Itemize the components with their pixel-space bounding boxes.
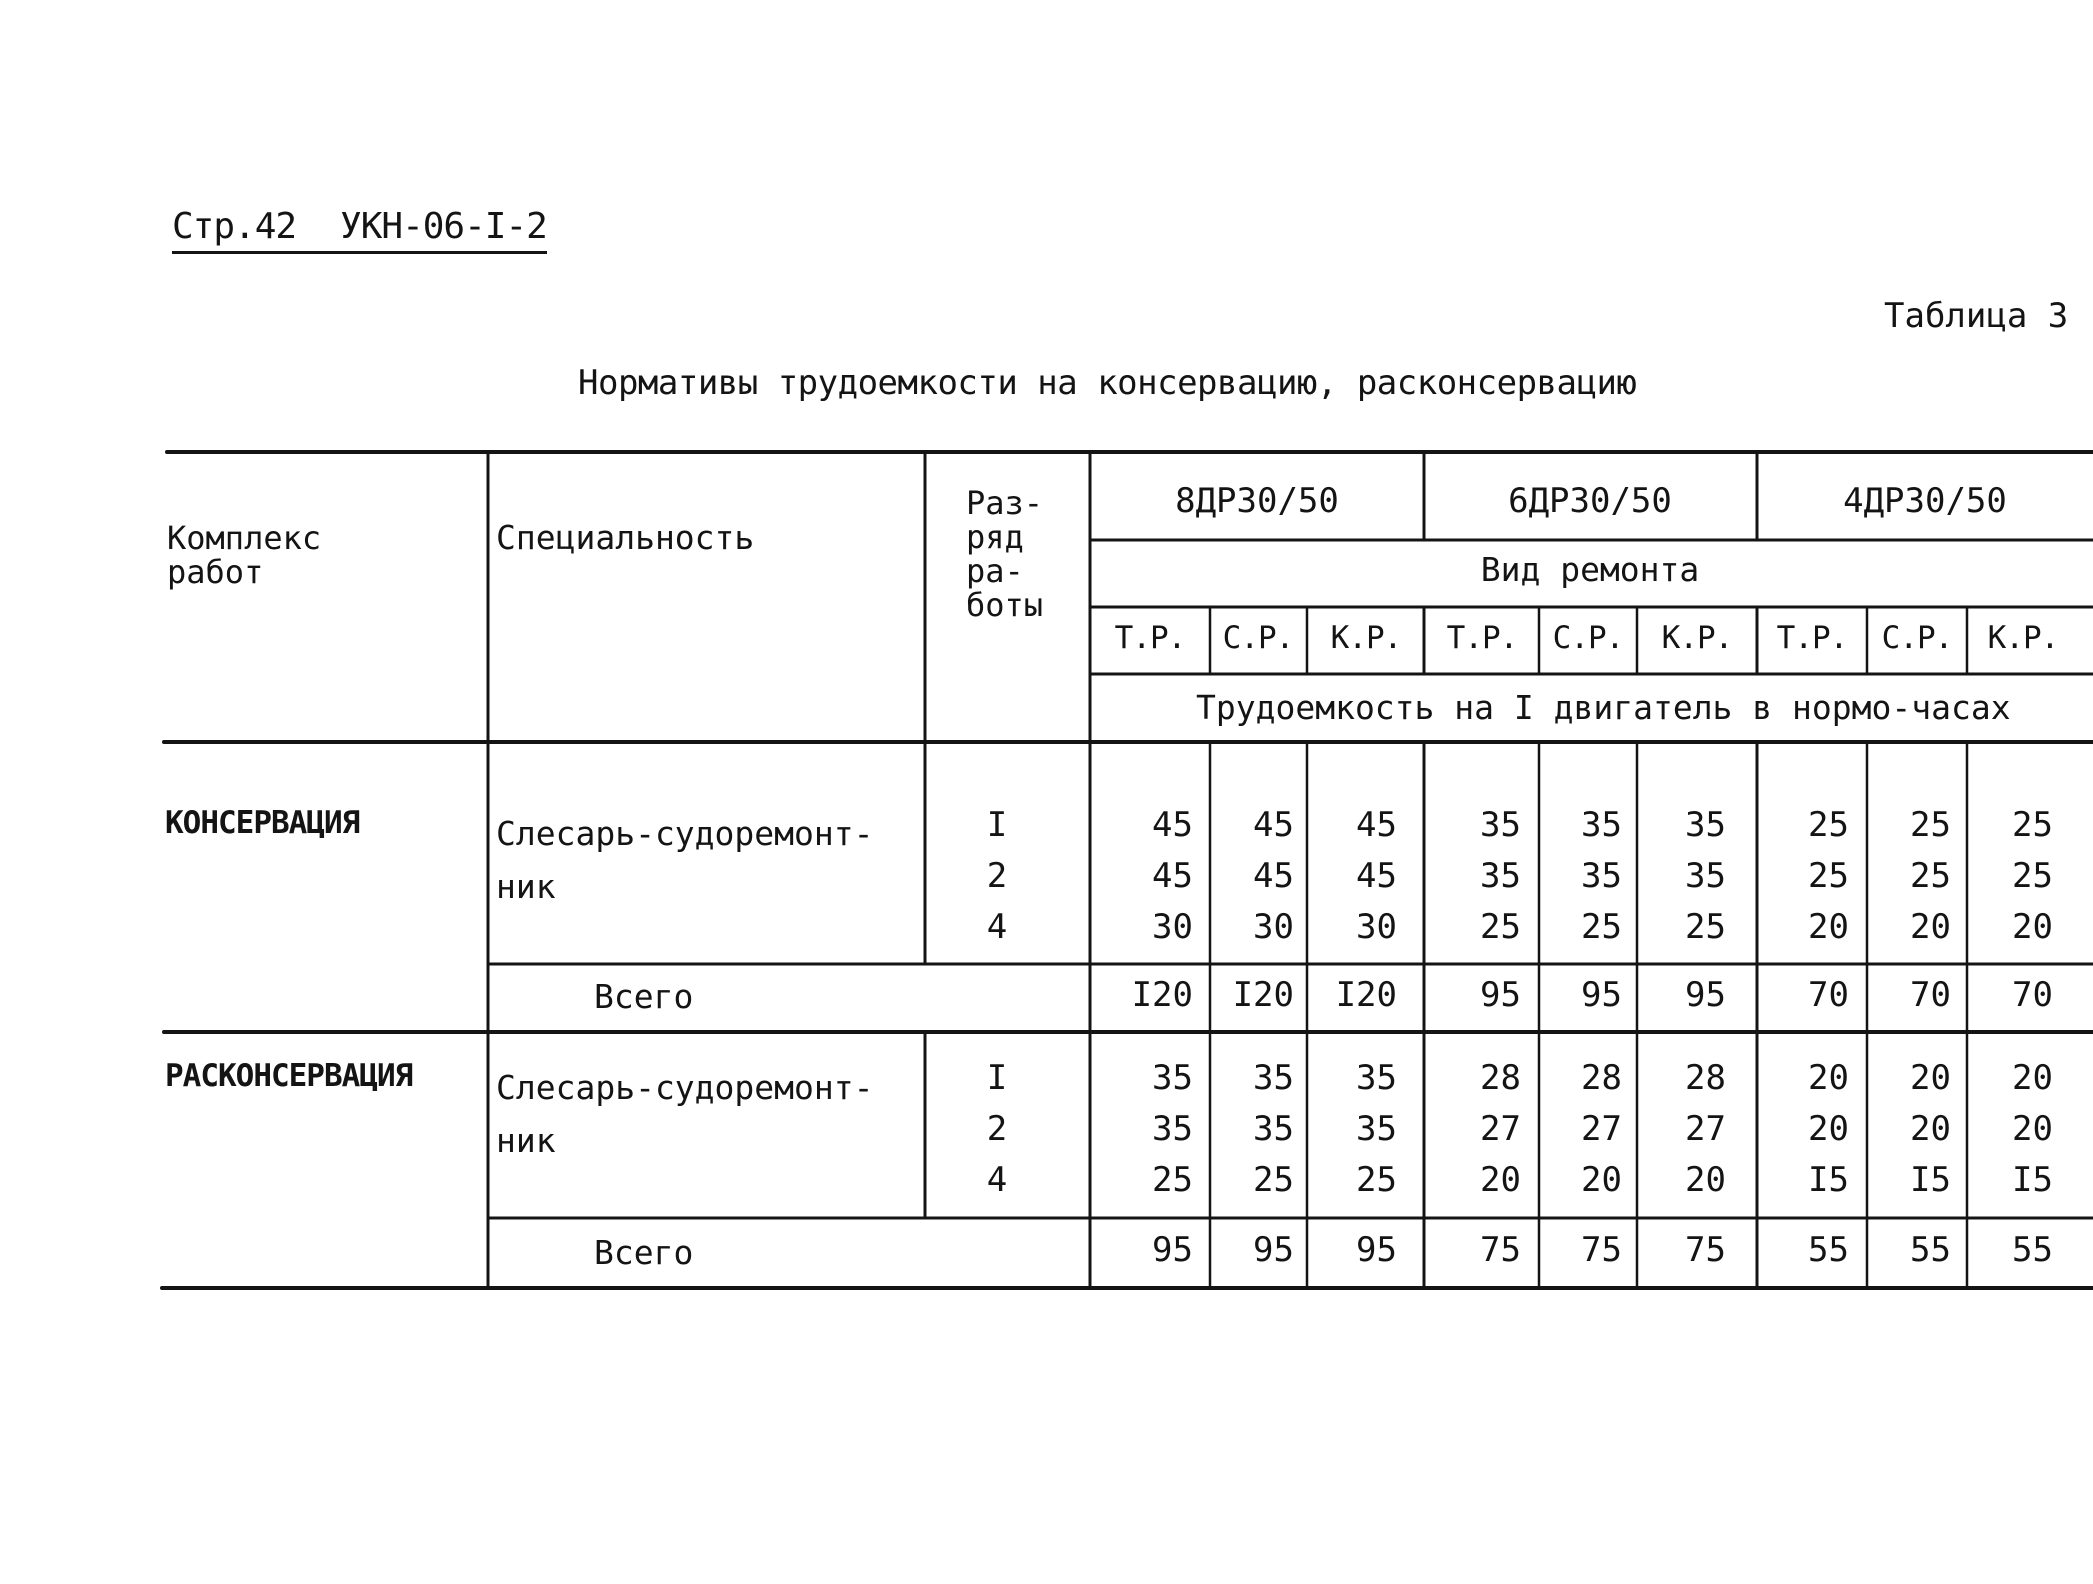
header-complex-line-1: Комплекс	[167, 519, 322, 557]
value-cell: 28	[1581, 1058, 1622, 1098]
section-specialty	[496, 1061, 874, 1167]
value-cell: 25	[1808, 856, 1849, 896]
value-cell: 20	[1808, 1109, 1849, 1149]
value-cell: 35	[1152, 1058, 1193, 1098]
value-cell: 25	[2012, 856, 2053, 896]
value-cell: 25	[1910, 805, 1951, 845]
value-cell: 30	[1253, 907, 1294, 947]
total-cell: 75	[1581, 1230, 1622, 1270]
specialty-line-1: Слесарь-судоремонт-	[496, 1068, 874, 1107]
total-cell: 55	[1910, 1230, 1951, 1270]
value-cell: I5	[1910, 1160, 1951, 1200]
value-cell: 35	[1253, 1058, 1294, 1098]
table-number: Таблица 3	[1884, 296, 2069, 336]
value-cell: 30	[1356, 907, 1397, 947]
value-cell: 35	[1480, 856, 1521, 896]
value-cell: 25	[1356, 1160, 1397, 1200]
value-cell: 35	[1581, 805, 1622, 845]
repair-code: Т.Р.	[1776, 620, 1848, 656]
value-cell: 25	[1581, 907, 1622, 947]
value-cell: 27	[1480, 1109, 1521, 1149]
total-cell: 95	[1152, 1230, 1193, 1270]
value-cell: I5	[1808, 1160, 1849, 1200]
value-cell: 20	[1808, 907, 1849, 947]
value-cell: 28	[1685, 1058, 1726, 1098]
header-complex	[167, 521, 321, 589]
value-cell: 35	[1152, 1109, 1193, 1149]
value-cell: 45	[1253, 805, 1294, 845]
value-cell: 25	[2012, 805, 2053, 845]
specialty-line-1: Слесарь-судоремонт-	[496, 814, 874, 853]
value-cell: 20	[1910, 907, 1951, 947]
grade-cell: I	[986, 805, 1008, 845]
value-cell: 45	[1152, 856, 1193, 896]
grade-cell: 2	[986, 1109, 1008, 1149]
value-cell: 45	[1356, 805, 1397, 845]
value-cell: 35	[1685, 856, 1726, 896]
value-cell: 20	[1480, 1160, 1521, 1200]
total-cell: I20	[1335, 975, 1397, 1015]
value-cell: 25	[1152, 1160, 1193, 1200]
repair-code: Т.Р.	[1446, 620, 1518, 656]
total-cell: 95	[1480, 975, 1521, 1015]
value-cell: 35	[1356, 1058, 1397, 1098]
value-cell: 25	[1253, 1160, 1294, 1200]
grade-cell: 2	[986, 856, 1008, 896]
repair-code: К.Р.	[1330, 620, 1402, 656]
document-title: Нормативы трудоемкости на консервацию, расконсервацию	[578, 363, 1637, 403]
value-cell: 20	[2012, 1109, 2053, 1149]
header-grade-line-1: Раз-	[966, 484, 1044, 522]
value-cell: 20	[2012, 907, 2053, 947]
total-cell: 70	[2012, 975, 2053, 1015]
value-cell: 20	[1910, 1058, 1951, 1098]
grade-cell: 4	[986, 1160, 1008, 1200]
value-cell: 25	[1910, 856, 1951, 896]
repair-code: Т.Р.	[1114, 620, 1186, 656]
section-specialty	[496, 807, 874, 913]
value-cell: 30	[1152, 907, 1193, 947]
specialty-line-2: ник	[496, 1121, 556, 1160]
total-cell: 95	[1685, 975, 1726, 1015]
grade-cell: 4	[986, 907, 1008, 947]
value-cell: 27	[1685, 1109, 1726, 1149]
value-cell: 20	[2012, 1058, 2053, 1098]
value-cell: 45	[1253, 856, 1294, 896]
header-complex-line-2: работ	[167, 553, 264, 591]
value-cell: 20	[1910, 1109, 1951, 1149]
header-grade-line-2: ряд	[966, 518, 1024, 556]
value-cell: 35	[1356, 1109, 1397, 1149]
engine-4dr30-50: 4ДР30/50	[1843, 481, 2007, 521]
value-cell: 27	[1581, 1109, 1622, 1149]
value-cell: 35	[1685, 805, 1726, 845]
total-cell: I20	[1131, 975, 1193, 1015]
value-cell: 20	[1581, 1160, 1622, 1200]
value-cell: 35	[1253, 1109, 1294, 1149]
value-cell: 25	[1480, 907, 1521, 947]
engine-8dr30-50: 8ДР30/50	[1175, 481, 1339, 521]
header-grade-line-3: ра-	[966, 552, 1024, 590]
header-grade-line-4: боты	[966, 586, 1044, 624]
repair-code: К.Р.	[1661, 620, 1733, 656]
repair-code: С.Р.	[1222, 620, 1294, 656]
section-name: РАСКОНСЕРВАЦИЯ	[165, 1058, 413, 1094]
specialty-line-2: ник	[496, 867, 556, 906]
total-cell: 55	[1808, 1230, 1849, 1270]
total-cell: 70	[1910, 975, 1951, 1015]
unit-note: Трудоемкость на I двигатель в нормо-часах	[1196, 688, 2011, 727]
value-cell: 25	[1808, 805, 1849, 845]
value-cell: 45	[1152, 805, 1193, 845]
header-grade	[966, 486, 1043, 622]
repair-code: С.Р.	[1552, 620, 1624, 656]
total-label: Всего	[594, 1233, 694, 1272]
value-cell: 45	[1356, 856, 1397, 896]
repair-type-heading: Вид ремонта	[1480, 550, 1700, 589]
total-cell: 70	[1808, 975, 1849, 1015]
header-specialty: Специальность	[496, 518, 755, 557]
grade-cell: I	[986, 1058, 1008, 1098]
value-cell: 20	[1808, 1058, 1849, 1098]
value-cell: I5	[2012, 1160, 2053, 1200]
total-cell: 75	[1685, 1230, 1726, 1270]
total-cell: 95	[1253, 1230, 1294, 1270]
total-cell: 95	[1581, 975, 1622, 1015]
total-label: Всего	[594, 977, 694, 1016]
value-cell: 20	[1685, 1160, 1726, 1200]
total-cell: 55	[2012, 1230, 2053, 1270]
page-number: Стр.42	[172, 206, 297, 247]
value-cell: 35	[1581, 856, 1622, 896]
value-cell: 35	[1480, 805, 1521, 845]
repair-code: К.Р.	[1987, 620, 2059, 656]
document-code: УКН-06-I-2	[340, 206, 547, 247]
value-cell: 28	[1480, 1058, 1521, 1098]
total-cell: 75	[1480, 1230, 1521, 1270]
repair-code: С.Р.	[1881, 620, 1953, 656]
total-cell: 95	[1356, 1230, 1397, 1270]
engine-6dr30-50: 6ДР30/50	[1508, 481, 1672, 521]
total-cell: I20	[1232, 975, 1294, 1015]
value-cell: 25	[1685, 907, 1726, 947]
section-name: КОНСЕРВАЦИЯ	[165, 805, 360, 841]
